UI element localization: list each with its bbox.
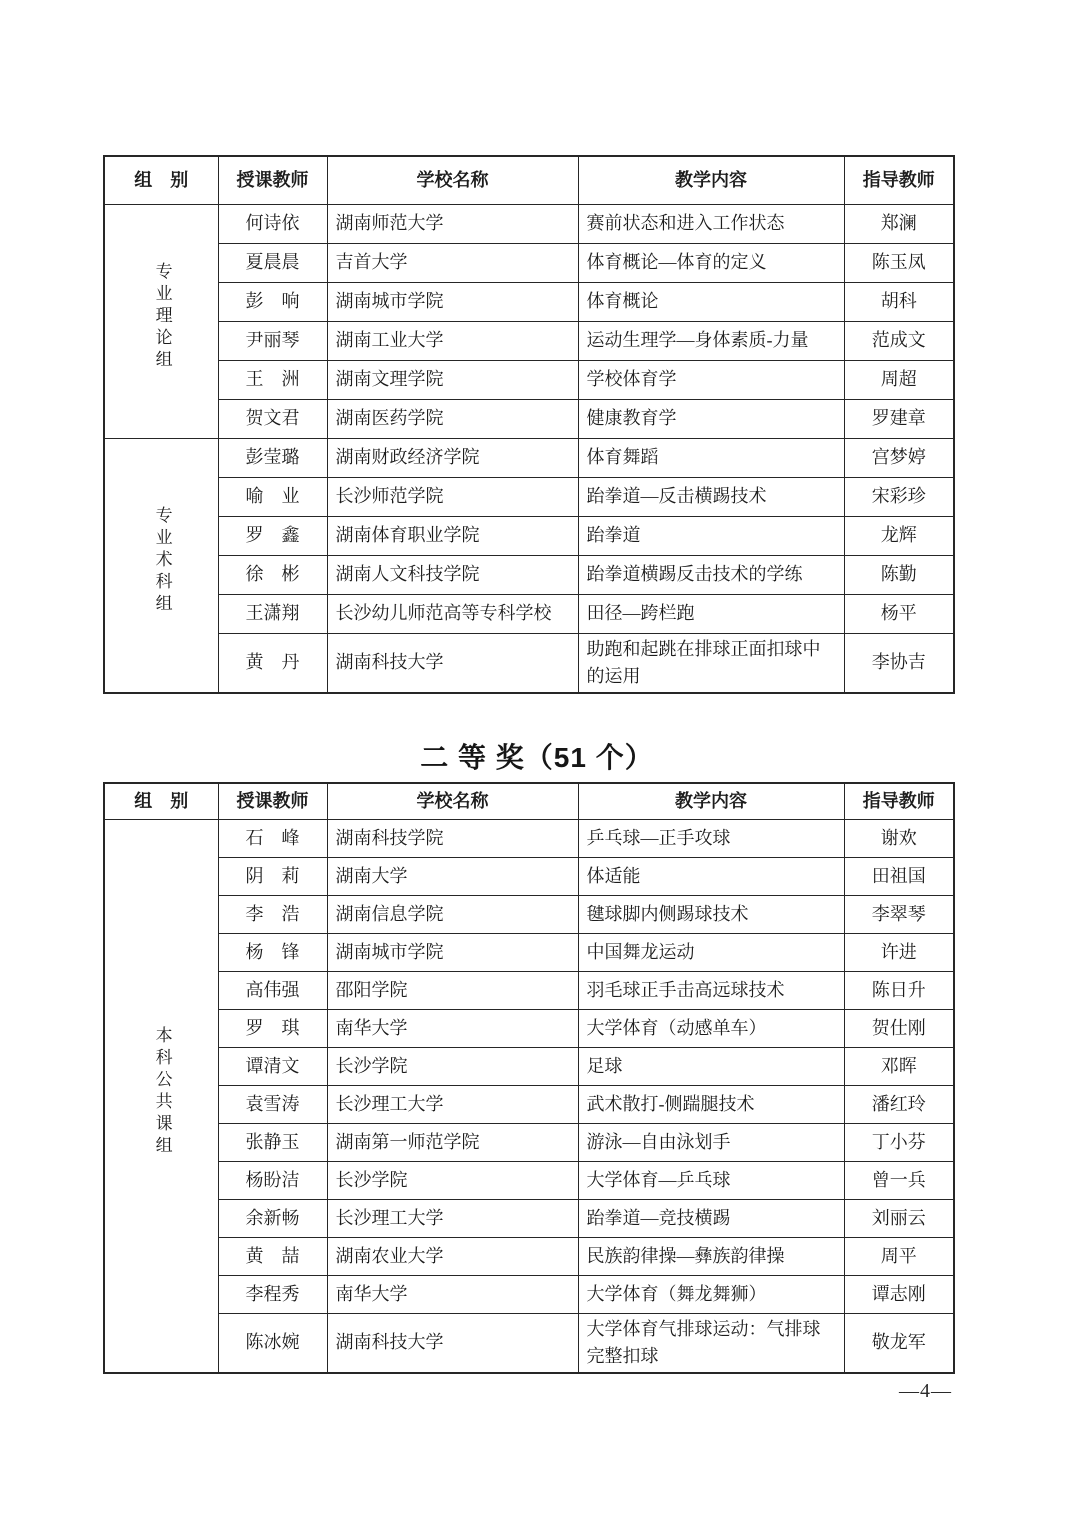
advisor-cell: 罗建章 xyxy=(844,399,954,438)
table-row xyxy=(104,1009,954,1047)
advisor-cell: 陈玉凤 xyxy=(844,243,954,282)
column-header-group: 组 别 xyxy=(104,783,218,819)
column-header-teacher: 授课教师 xyxy=(218,783,327,819)
teacher-cell: 贺文君 xyxy=(218,399,327,438)
teacher-cell: 彭 响 xyxy=(218,282,327,321)
column-header-school: 学校名称 xyxy=(327,156,578,204)
content-cell: 跆拳道—竞技横踢 xyxy=(578,1199,844,1237)
content-cell: 羽毛球正手击高远球技术 xyxy=(578,971,844,1009)
school-cell: 长沙学院 xyxy=(327,1047,578,1085)
school-cell: 湖南财政经济学院 xyxy=(327,438,578,477)
school-cell: 长沙学院 xyxy=(327,1161,578,1199)
school-cell: 长沙理工大学 xyxy=(327,1199,578,1237)
table-row xyxy=(104,1237,954,1275)
advisor-cell: 许进 xyxy=(844,933,954,971)
content-cell: 健康教育学 xyxy=(578,399,844,438)
advisor-cell: 宫梦婷 xyxy=(844,438,954,477)
school-cell: 湖南体育职业学院 xyxy=(327,516,578,555)
table-row xyxy=(104,633,954,693)
table-row xyxy=(104,933,954,971)
table-row xyxy=(104,895,954,933)
advisor-cell: 杨平 xyxy=(844,594,954,633)
teacher-cell: 何诗依 xyxy=(218,204,327,243)
teacher-cell: 尹丽琴 xyxy=(218,321,327,360)
advisor-cell: 田祖国 xyxy=(844,857,954,895)
table-row xyxy=(104,243,954,282)
school-cell: 湖南科技大学 xyxy=(327,1313,578,1373)
advisor-cell: 范成文 xyxy=(844,321,954,360)
teacher-cell: 张静玉 xyxy=(218,1123,327,1161)
content-cell: 助跑和起跳在排球正面扣球中的运用 xyxy=(578,633,844,693)
school-cell: 湖南医药学院 xyxy=(327,399,578,438)
table-row xyxy=(104,594,954,633)
teacher-cell: 王 洲 xyxy=(218,360,327,399)
column-header-advisor: 指导教师 xyxy=(844,783,954,819)
table-row xyxy=(104,477,954,516)
group-label-cell xyxy=(104,438,218,693)
advisor-cell: 陈日升 xyxy=(844,971,954,1009)
table-row xyxy=(104,971,954,1009)
advisor-cell: 丁小芬 xyxy=(844,1123,954,1161)
table-row xyxy=(104,555,954,594)
advisor-cell: 潘红玲 xyxy=(844,1085,954,1123)
school-cell: 南华大学 xyxy=(327,1275,578,1313)
teacher-cell: 谭清文 xyxy=(218,1047,327,1085)
teacher-cell: 李程秀 xyxy=(218,1275,327,1313)
school-cell: 邵阳学院 xyxy=(327,971,578,1009)
table-body xyxy=(104,819,954,1373)
teacher-cell: 李 浩 xyxy=(218,895,327,933)
advisor-cell: 谭志刚 xyxy=(844,1275,954,1313)
advisor-cell: 周超 xyxy=(844,360,954,399)
content-cell: 游泳—自由泳划手 xyxy=(578,1123,844,1161)
teacher-cell: 黄 喆 xyxy=(218,1237,327,1275)
school-cell: 湖南农业大学 xyxy=(327,1237,578,1275)
advisor-cell: 邓晖 xyxy=(844,1047,954,1085)
content-cell: 运动生理学—身体素质-力量 xyxy=(578,321,844,360)
advisor-cell: 刘丽云 xyxy=(844,1199,954,1237)
group-label-text: 本科公共课组 xyxy=(152,1025,172,1158)
school-cell: 湖南文理学院 xyxy=(327,360,578,399)
content-cell: 大学体育—乒乓球 xyxy=(578,1161,844,1199)
table-row xyxy=(104,1275,954,1313)
advisor-cell: 宋彩珍 xyxy=(844,477,954,516)
content-cell: 跆拳道—反击横踢技术 xyxy=(578,477,844,516)
second-prize-table xyxy=(103,782,955,1374)
advisor-cell: 周平 xyxy=(844,1237,954,1275)
advisor-cell: 胡科 xyxy=(844,282,954,321)
group-label-text: 专业术科组 xyxy=(152,506,172,616)
column-header-teacher: 授课教师 xyxy=(218,156,327,204)
teacher-cell: 罗 琪 xyxy=(218,1009,327,1047)
table-row xyxy=(104,282,954,321)
content-cell: 跆拳道 xyxy=(578,516,844,555)
advisor-cell: 郑澜 xyxy=(844,204,954,243)
table-row xyxy=(104,321,954,360)
content-cell: 体育概论—体育的定义 xyxy=(578,243,844,282)
teacher-cell: 石 峰 xyxy=(218,819,327,857)
table-row xyxy=(104,819,954,857)
table-body xyxy=(104,204,954,693)
content-cell: 毽球脚内侧踢球技术 xyxy=(578,895,844,933)
content-cell: 跆拳道横踢反击技术的学练 xyxy=(578,555,844,594)
table-row xyxy=(104,438,954,477)
teacher-cell: 黄 丹 xyxy=(218,633,327,693)
content-cell: 学校体育学 xyxy=(578,360,844,399)
group-label-cell xyxy=(104,204,218,438)
school-cell: 湖南城市学院 xyxy=(327,282,578,321)
school-cell: 湖南科技大学 xyxy=(327,633,578,693)
school-cell: 湖南师范大学 xyxy=(327,204,578,243)
teacher-cell: 袁雪涛 xyxy=(218,1085,327,1123)
first-prize-continued-table xyxy=(103,155,955,694)
school-cell: 湖南大学 xyxy=(327,857,578,895)
table-row xyxy=(104,857,954,895)
header-row xyxy=(104,156,954,204)
table-row xyxy=(104,1123,954,1161)
advisor-cell: 谢欢 xyxy=(844,819,954,857)
content-cell: 体适能 xyxy=(578,857,844,895)
teacher-cell: 杨盼洁 xyxy=(218,1161,327,1199)
column-header-school: 学校名称 xyxy=(327,783,578,819)
teacher-cell: 徐 彬 xyxy=(218,555,327,594)
advisor-cell: 曾一兵 xyxy=(844,1161,954,1199)
school-cell: 湖南科技学院 xyxy=(327,819,578,857)
teacher-cell: 杨 锋 xyxy=(218,933,327,971)
table-header xyxy=(104,156,954,204)
advisor-cell: 贺仕刚 xyxy=(844,1009,954,1047)
teacher-cell: 阴 莉 xyxy=(218,857,327,895)
teacher-cell: 夏晨晨 xyxy=(218,243,327,282)
page-number: —4— xyxy=(899,1380,952,1402)
teacher-cell: 喻 业 xyxy=(218,477,327,516)
column-header-group: 组 别 xyxy=(104,156,218,204)
school-cell: 吉首大学 xyxy=(327,243,578,282)
content-cell: 中国舞龙运动 xyxy=(578,933,844,971)
table-row xyxy=(104,399,954,438)
school-cell: 长沙师范学院 xyxy=(327,477,578,516)
table-row xyxy=(104,516,954,555)
content-cell: 武术散打-侧踹腿技术 xyxy=(578,1085,844,1123)
content-cell: 体育概论 xyxy=(578,282,844,321)
school-cell: 湖南人文科技学院 xyxy=(327,555,578,594)
teacher-cell: 余新畅 xyxy=(218,1199,327,1237)
content-cell: 大学体育（舞龙舞狮） xyxy=(578,1275,844,1313)
table-row xyxy=(104,1313,954,1373)
content-cell: 大学体育（动感单车） xyxy=(578,1009,844,1047)
teacher-cell: 高伟强 xyxy=(218,971,327,1009)
school-cell: 南华大学 xyxy=(327,1009,578,1047)
content-cell: 体育舞蹈 xyxy=(578,438,844,477)
school-cell: 湖南信息学院 xyxy=(327,895,578,933)
table-row xyxy=(104,204,954,243)
table-row xyxy=(104,1161,954,1199)
advisor-cell: 李协吉 xyxy=(844,633,954,693)
content-cell: 乒乓球—正手攻球 xyxy=(578,819,844,857)
advisor-cell: 敬龙军 xyxy=(844,1313,954,1373)
content-cell: 足球 xyxy=(578,1047,844,1085)
content-cell: 田径—跨栏跑 xyxy=(578,594,844,633)
school-cell: 湖南城市学院 xyxy=(327,933,578,971)
content-cell: 赛前状态和进入工作状态 xyxy=(578,204,844,243)
teacher-cell: 罗 鑫 xyxy=(218,516,327,555)
school-cell: 长沙幼儿师范高等专科学校 xyxy=(327,594,578,633)
content-cell: 大学体育气排球运动：气排球完整扣球 xyxy=(578,1313,844,1373)
content-cell: 民族韵律操—彝族韵律操 xyxy=(578,1237,844,1275)
school-cell: 湖南第一师范学院 xyxy=(327,1123,578,1161)
advisor-cell: 龙辉 xyxy=(844,516,954,555)
table-header xyxy=(104,783,954,819)
teacher-cell: 彭莹璐 xyxy=(218,438,327,477)
section-title: 二 等 奖（51 个） xyxy=(420,742,654,773)
group-label-cell xyxy=(104,819,218,1373)
table-row xyxy=(104,360,954,399)
table-row xyxy=(104,1199,954,1237)
school-cell: 湖南工业大学 xyxy=(327,321,578,360)
advisor-cell: 李翠琴 xyxy=(844,895,954,933)
school-cell: 长沙理工大学 xyxy=(327,1085,578,1123)
table-row xyxy=(104,1047,954,1085)
column-header-advisor: 指导教师 xyxy=(844,156,954,204)
header-row xyxy=(104,783,954,819)
table-row xyxy=(104,1085,954,1123)
teacher-cell: 王潇翔 xyxy=(218,594,327,633)
group-label-text: 专业理论组 xyxy=(152,262,172,372)
column-header-content: 教学内容 xyxy=(578,156,844,204)
advisor-cell: 陈勤 xyxy=(844,555,954,594)
teacher-cell: 陈冰婉 xyxy=(218,1313,327,1373)
column-header-content: 教学内容 xyxy=(578,783,844,819)
